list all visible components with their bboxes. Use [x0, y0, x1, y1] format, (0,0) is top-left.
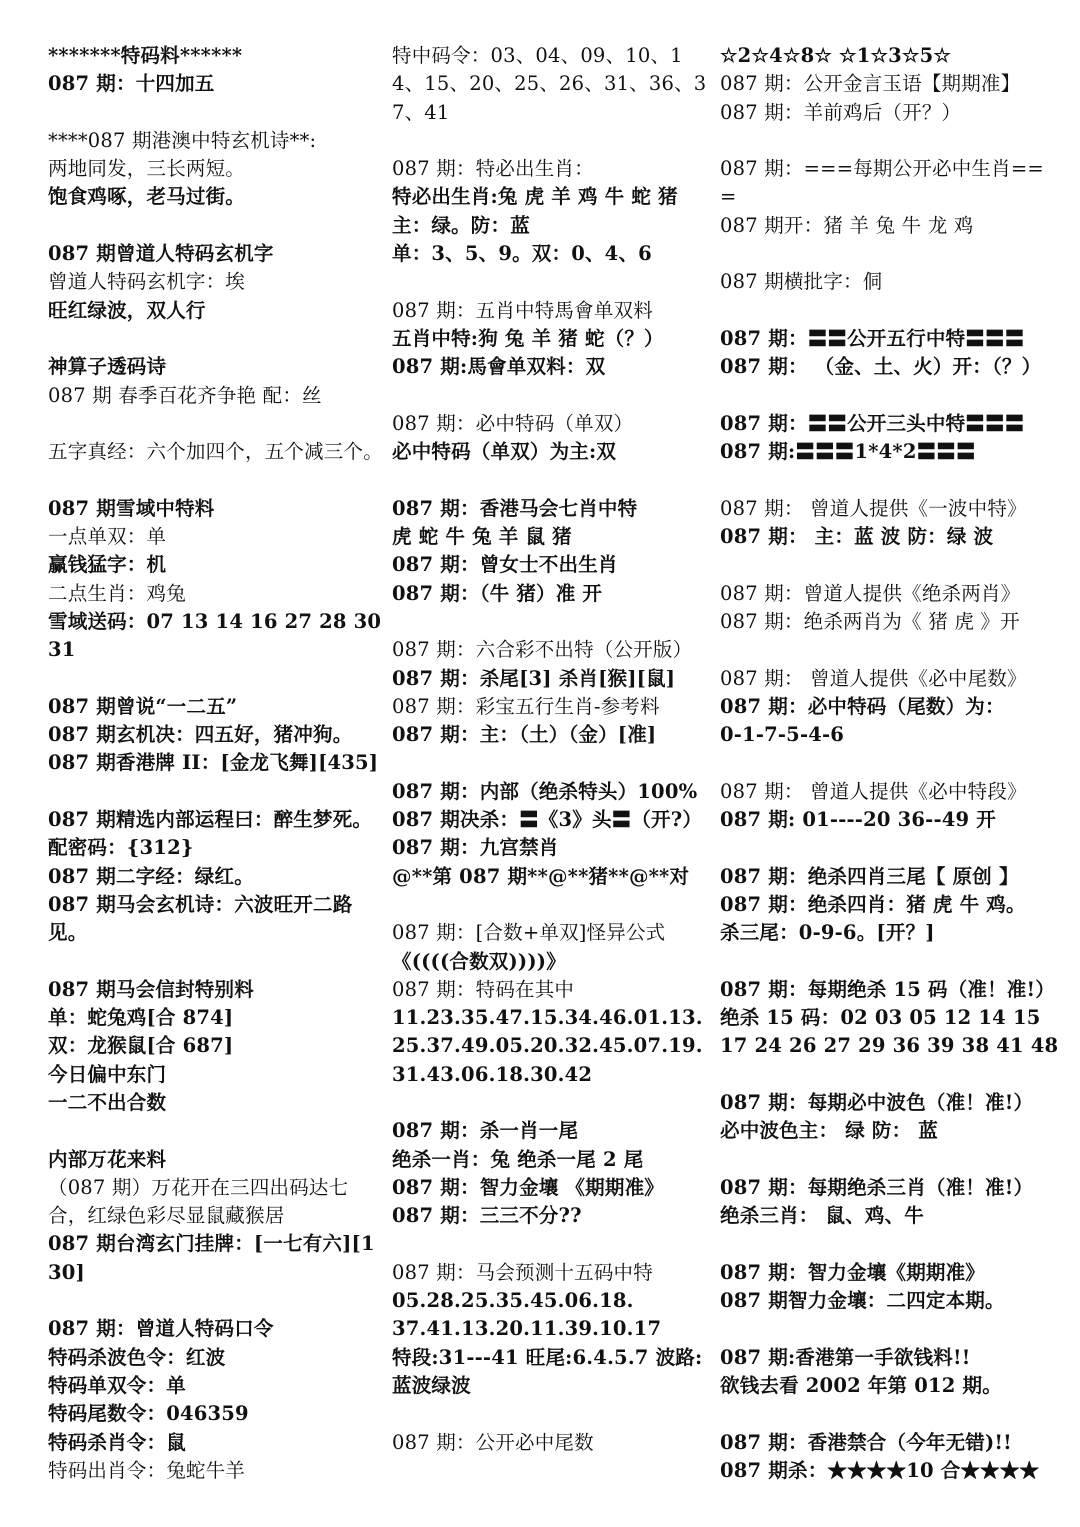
line-gap: [392, 1400, 714, 1428]
text-line: 087 期：曾道人特码口令: [48, 1317, 274, 1341]
text-line: 087 期：曾道人提供《绝杀两肖》: [720, 581, 1021, 605]
line-gap: [720, 466, 1060, 494]
text-line: 087 期:馬會单双料：双: [392, 355, 606, 379]
text-line: 单：3、5、9。双：0、4、6: [392, 242, 652, 266]
line-gap: [720, 297, 1060, 325]
line-gap: [48, 212, 383, 240]
text-line: （087 期）万花开在三四出码达七合，红绿色彩尽显鼠藏猴居: [48, 1175, 349, 1228]
line-gap: [720, 1400, 1060, 1428]
text-line: 绝杀三肖： 鼠、鸡、牛: [720, 1204, 924, 1228]
text-line: 二点生肖：鸡兔: [48, 581, 186, 605]
text-line: 特中码令：03、04、09、10、14、15、20、25、26、31、36、37、41: [392, 44, 707, 124]
text-line: 087 期：十四加五: [48, 72, 215, 96]
text-line: 绝杀 15 码：02 03 05 12 14 15 17 24 26 27 29 36 39 38 41 48: [720, 1006, 1059, 1058]
text-line: 087 期：每期必中波色（准！准!）: [720, 1090, 1034, 1114]
text-line: 087 期：公开必中尾数: [392, 1430, 594, 1454]
line-gap: [720, 749, 1060, 777]
line-gap: [720, 948, 1060, 976]
text-line: 087 期: 01----20 36--49 开: [720, 808, 996, 832]
text-line: 单：蛇兔鸡[合 874]: [48, 1006, 234, 1030]
text-line: 必中波色主： 绿 防： 蓝: [720, 1119, 938, 1143]
text-line: *******特码料******: [48, 44, 243, 67]
line-gap: [720, 240, 1060, 268]
text-line: 087 期：主：（土）（金）[准]: [392, 723, 657, 747]
text-line: 087 期玄机决：四五好，猪冲狗。: [48, 723, 353, 747]
text-line: 087 期：每期绝杀 15 码（准！准!）: [720, 977, 1055, 1001]
line-gap: [48, 1287, 383, 1315]
text-line: 087 期开：猪 羊 兔 牛 龙 鸡: [720, 213, 974, 237]
text-line: 神算子透码诗: [48, 355, 167, 379]
text-line: 特码单双令：单: [48, 1373, 186, 1397]
line-gap: [720, 127, 1060, 155]
column-right: [720, 42, 1060, 1485]
text-line: 087 期：（牛 猪）准 开: [392, 581, 603, 605]
text-line: 五字真经：六个加四个，五个减三个。: [48, 440, 383, 464]
text-line: 今日偏中东门: [48, 1062, 167, 1086]
text-line: 特码出肖令：兔蛇牛羊: [48, 1458, 246, 1482]
text-line: 087 期马会玄机诗：六波旺开二路见。: [48, 892, 353, 945]
text-line: 087 期：必中特码（尾数）为：: [720, 694, 1005, 718]
text-line: 087 期：智力金壤《期期准》: [720, 1260, 985, 1284]
text-line: 11.23.35.47.15.34.46.01.13.25.37.49.05.20.32.45.07.19.31.43.06.18.30.42: [392, 1006, 703, 1086]
text-line: 087 期：杀一肖一尾: [392, 1119, 579, 1143]
line-gap: [48, 325, 383, 353]
text-line: 087 期智力金壤：二四定本期。: [720, 1289, 1005, 1313]
text-line: 特码杀波色令：红波: [48, 1345, 226, 1369]
text-line: 087 期：三三不分??: [392, 1204, 582, 1228]
text-line: 内部万花来料: [48, 1147, 167, 1171]
text-line: 必中特码（单双）为主:双: [392, 440, 617, 464]
text-line: 087 期：六合彩不出特（公开版）: [392, 638, 693, 662]
text-line: 37.41.13.20.11.39.10.17: [392, 1317, 662, 1341]
line-gap: [48, 410, 383, 438]
text-line: 087 期：智力金壤 《期期准》: [392, 1175, 664, 1199]
line-gap: [392, 466, 714, 494]
line-gap: [392, 382, 714, 410]
text-line: 087 期：马会预测十五码中特: [392, 1260, 653, 1284]
text-line: 087 期：羊前鸡后（开？）: [720, 100, 962, 124]
line-gap: [392, 127, 714, 155]
text-line: 087 期：〓〓公开三头中特〓〓〓: [720, 411, 1025, 435]
line-gap: [720, 1061, 1060, 1089]
line-gap: [48, 99, 383, 127]
line-gap: [48, 665, 383, 693]
text-line: 087 期： 曾道人提供《一波中特》: [720, 496, 1027, 520]
text-line: 087 期： （金、土、火）开：（？）: [720, 355, 1042, 379]
text-line: 087 期：彩宝五行生肖-参考料: [392, 694, 660, 718]
text-line: 087 期：必中特码（单双）: [392, 411, 634, 435]
text-line: 旺红绿波，双人行: [48, 298, 206, 322]
text-line: 087 期精选内部运程曰：醉生梦死。: [48, 808, 373, 832]
text-line: 雪域送码：07 13 14 16 27 28 30 31: [48, 609, 389, 662]
text-line: 087 期：绝杀四肖三尾【 原创 】: [720, 864, 1019, 888]
text-line: 087 期横批字：侗: [720, 270, 883, 294]
line-gap: [392, 1089, 714, 1117]
text-line: 087 期：香港禁合（今年无错)!!: [720, 1430, 1012, 1454]
text-line: ☆2☆4☆8☆ ☆1☆3☆5☆: [720, 44, 952, 67]
text-line: 虎 蛇 牛 兔 羊 鼠 猪: [392, 525, 572, 549]
line-gap: [48, 1117, 383, 1145]
text-line: 05.28.25.35.45.06.18.: [392, 1289, 634, 1313]
line-gap: [720, 1230, 1060, 1258]
line-gap: [720, 636, 1060, 664]
text-line: 087 期：公开金言玉语【期期准】: [720, 72, 1021, 96]
text-line: 087 期杀：★★★★10 合★★★★: [720, 1458, 1040, 1482]
column-left: [48, 42, 389, 1485]
text-line: 087 期 春季百花齐争艳 配：丝: [48, 383, 322, 407]
text-line: 087 期：香港马会七肖中特: [392, 496, 638, 520]
line-gap: [720, 382, 1060, 410]
text-line: 087 期： 曾道人提供《必中特段》: [720, 779, 1027, 803]
text-line: 一二不出合数: [48, 1090, 167, 1114]
line-gap: [720, 551, 1060, 579]
text-line: 特码杀肖令：鼠: [48, 1430, 186, 1454]
text-line: 087 期： 主：蓝 波 防：绿 波: [720, 525, 994, 549]
text-line: 087 期：〓〓公开五行中特〓〓〓: [720, 326, 1025, 350]
line-gap: [392, 1230, 714, 1258]
text-line: 087 期： 曾道人提供《必中尾数》: [720, 666, 1027, 690]
text-line: 配密码：{312}: [48, 836, 194, 860]
text-line: 087 期马会信封特别料: [48, 977, 254, 1001]
text-line: 双：龙猴鼠[合 687]: [48, 1034, 234, 1058]
text-line: 特码尾数令：046359: [48, 1402, 249, 1426]
text-line: 087 期曾道人特码玄机字: [48, 242, 274, 266]
text-line: 087 期：===每期公开必中生肖===: [720, 157, 1044, 209]
line-gap: [720, 1315, 1060, 1343]
column-middle: [392, 42, 714, 1457]
text-line: 087 期曾说“一二五”: [48, 694, 238, 718]
text-line: 087 期：[合数+单双]怪异公式: [392, 921, 666, 945]
text-line: 饱食鸡啄，老马过街。: [48, 185, 246, 209]
text-line: 绝杀一肖：兔 绝杀一尾 2 尾: [392, 1147, 644, 1171]
line-gap: [48, 948, 383, 976]
text-line: 087 期：曾女士不出生肖: [392, 553, 618, 577]
text-line: 087 期：绝杀两肖为《 猪 虎 》开: [720, 609, 1020, 633]
line-gap: [392, 608, 714, 636]
text-line: 087 期：杀尾[3] 杀肖[猴][鼠]: [392, 666, 676, 690]
text-line: 087 期：五肖中特馬會单双料: [392, 298, 653, 322]
text-line: 087 期二字经：绿红。: [48, 864, 254, 888]
text-line: 087 期：特必出生肖：: [392, 157, 594, 181]
text-line: 087 期决杀：〓《3》头〓（开?）: [392, 808, 703, 832]
text-line: 087 期：特码在其中: [392, 977, 575, 1001]
line-gap: [392, 891, 714, 919]
text-line: 赢钱猛字：机: [48, 553, 167, 577]
text-line: @**第 087 期**@**猪**@**对: [392, 864, 690, 888]
text-line: 087 期：绝杀四肖：猪 虎 牛 鸡。: [720, 892, 1026, 916]
text-line: 0-1-7-5-4-6: [720, 723, 845, 747]
line-gap: [48, 466, 383, 494]
text-line: 087 期：九宫禁肖: [392, 836, 559, 860]
text-line: 087 期：每期绝杀三肖（准！准!）: [720, 1175, 1034, 1199]
line-gap: [720, 1146, 1060, 1174]
text-line: 087 期雪域中特料: [48, 496, 215, 520]
text-line: 主：绿。防：蓝: [392, 213, 530, 237]
text-line: 曾道人特码玄机字：埃: [48, 270, 246, 294]
text-line: 杀三尾：0-9-6。[开？]: [720, 921, 935, 945]
text-line: 087 期:〓〓〓1*4*2〓〓〓: [720, 440, 976, 464]
text-line: ****087 期港澳中特玄机诗**:: [48, 128, 317, 152]
text-line: 两地同发，三长两短。: [48, 157, 246, 181]
text-line: 欲钱去看 2002 年第 012 期。: [720, 1373, 1002, 1397]
text-line: 087 期台湾玄门挂牌：[一七有六][130]: [48, 1232, 375, 1284]
text-line: 特必出生肖:兔 虎 羊 鸡 牛 蛇 猪: [392, 185, 678, 209]
line-gap: [720, 834, 1060, 862]
line-gap: [392, 749, 714, 777]
text-line: 特段:31---41 旺尾:6.4.5.7 波路:蓝波绿波: [392, 1345, 703, 1397]
text-line: 《((((合数双))))》: [392, 949, 566, 973]
text-line: 087 期:香港第一手欲钱料!!: [720, 1345, 971, 1369]
text-line: 五肖中特:狗 兔 羊 猪 蛇（？）: [392, 326, 664, 350]
text-line: 一点单双：单: [48, 525, 167, 549]
line-gap: [392, 268, 714, 296]
text-line: 087 期香港牌 II：[金龙飞舞][435]: [48, 751, 379, 775]
text-line: 087 期：内部（绝杀特头）100%: [392, 779, 698, 803]
line-gap: [48, 778, 383, 806]
